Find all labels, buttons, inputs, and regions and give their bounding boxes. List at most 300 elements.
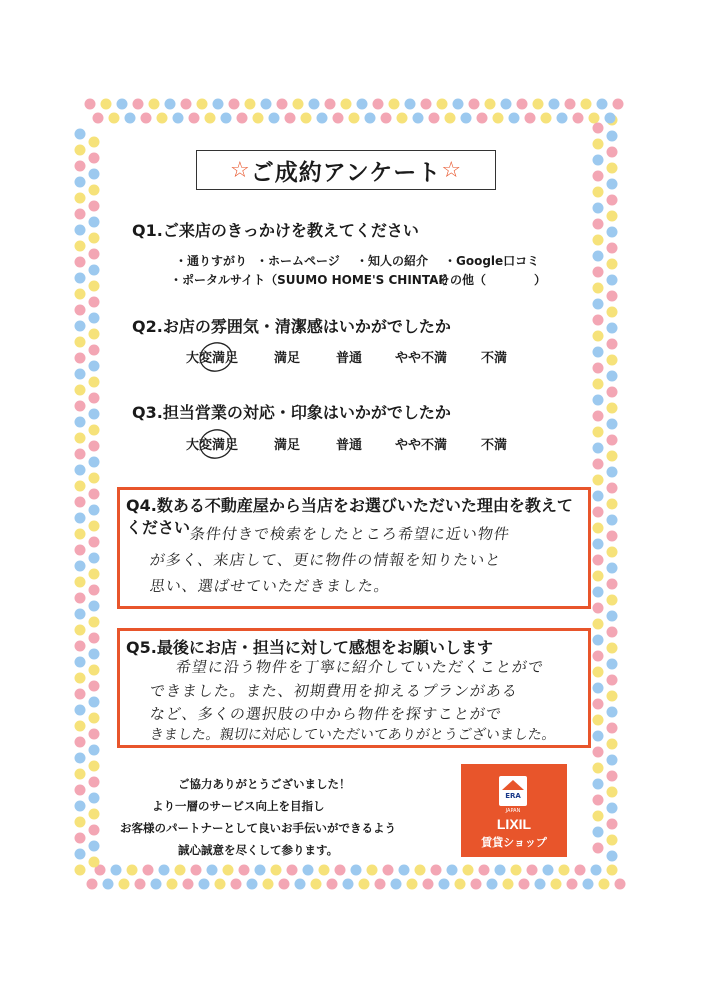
border-dot — [593, 203, 604, 214]
border-dot — [593, 683, 604, 694]
border-dot — [439, 879, 450, 890]
q4-answer-line: 思い、選ばせていただきました。 — [148, 577, 392, 595]
border-dot — [485, 99, 496, 110]
border-dot — [75, 625, 86, 636]
border-dot — [607, 627, 618, 638]
border-dot — [605, 113, 616, 124]
border-dot — [383, 865, 394, 876]
title-text: ご成約アンケート — [250, 159, 442, 186]
border-dot — [357, 99, 368, 110]
border-dot — [575, 865, 586, 876]
border-dot — [607, 467, 618, 478]
border-dot — [591, 865, 602, 876]
border-dot — [389, 99, 400, 110]
border-dot — [593, 251, 604, 262]
border-dot — [367, 865, 378, 876]
border-dot — [277, 99, 288, 110]
q2-option[interactable]: 大変満足 — [186, 351, 239, 366]
border-dot — [487, 879, 498, 890]
border-dot — [89, 617, 100, 628]
q4-question-cont: ください — [126, 518, 191, 537]
border-dot — [75, 673, 86, 684]
border-dot — [593, 443, 604, 454]
border-dot — [607, 483, 618, 494]
border-dot — [593, 715, 604, 726]
border-dot — [607, 371, 618, 382]
border-dot — [199, 879, 210, 890]
border-dot — [89, 761, 100, 772]
border-dot — [75, 289, 86, 300]
border-dot — [75, 161, 86, 172]
border-dot — [125, 113, 136, 124]
border-dot — [607, 531, 618, 542]
border-dot — [111, 865, 122, 876]
border-dot — [75, 177, 86, 188]
q2-option[interactable]: やや不満 — [395, 351, 448, 366]
border-dot — [607, 707, 618, 718]
border-dot — [89, 569, 100, 580]
border-dot — [593, 363, 604, 374]
border-dot — [189, 113, 200, 124]
border-dot — [607, 419, 618, 430]
border-dot — [75, 721, 86, 732]
border-dot — [445, 113, 456, 124]
border-dot — [477, 113, 488, 124]
border-dot — [89, 409, 100, 420]
border-dot — [89, 393, 100, 404]
border-dot — [593, 299, 604, 310]
border-dot — [205, 113, 216, 124]
q5-answer-line: きました。親切に対応していただいてありがとうございました。 — [148, 727, 557, 743]
border-dot — [165, 99, 176, 110]
border-dot — [279, 879, 290, 890]
border-dot — [407, 879, 418, 890]
border-dot — [75, 273, 86, 284]
border-dot — [607, 803, 618, 814]
border-dot — [89, 425, 100, 436]
border-dot — [593, 699, 604, 710]
border-dot — [89, 713, 100, 724]
border-dot — [607, 259, 618, 270]
border-dot — [455, 879, 466, 890]
border-dot — [223, 865, 234, 876]
border-dot — [593, 795, 604, 806]
q1-question: Q1.ご来店のきっかけを教えてください — [132, 221, 419, 240]
era-sub: JAPAN — [505, 808, 521, 814]
border-dot — [221, 113, 232, 124]
border-dot — [89, 809, 100, 820]
border-dot — [89, 489, 100, 500]
border-dot — [143, 865, 154, 876]
border-dot — [89, 329, 100, 340]
border-dot — [359, 879, 370, 890]
border-dot — [89, 601, 100, 612]
border-dot — [589, 113, 600, 124]
border-dot — [607, 819, 618, 830]
era-label: ERA — [505, 792, 521, 800]
border-dot — [607, 179, 618, 190]
border-dot — [593, 219, 604, 230]
border-dot — [247, 879, 258, 890]
border-dot — [75, 785, 86, 796]
border-dot — [549, 99, 560, 110]
border-dot — [75, 417, 86, 428]
border-dot — [607, 595, 618, 606]
border-dot — [607, 515, 618, 526]
q1-option[interactable]: ・ポータルサイト（SUUMO HOME'S CHINTAI） — [170, 273, 455, 287]
selection-circle — [196, 340, 236, 374]
footer-line: より一層のサービス向上を目指し — [152, 799, 325, 813]
border-dot — [75, 369, 86, 380]
border-dot — [543, 865, 554, 876]
border-dot — [333, 113, 344, 124]
border-dot — [525, 113, 536, 124]
border-dot — [501, 99, 512, 110]
border-dot — [397, 113, 408, 124]
border-dot — [469, 99, 480, 110]
border-dot — [325, 99, 336, 110]
border-dot — [89, 153, 100, 164]
border-dot — [231, 879, 242, 890]
border-dot — [527, 865, 538, 876]
border-dot — [573, 113, 584, 124]
border-dot — [101, 99, 112, 110]
border-dot — [349, 113, 360, 124]
border-dot — [607, 739, 618, 750]
border-dot — [89, 297, 100, 308]
border-dot — [89, 441, 100, 452]
border-dot — [261, 99, 272, 110]
border-dot — [593, 235, 604, 246]
q1-option[interactable]: ・通りすがり — [175, 254, 248, 268]
q3-option[interactable]: 不満 — [481, 438, 508, 453]
border-dot — [593, 667, 604, 678]
border-dot — [423, 879, 434, 890]
border-dot — [301, 113, 312, 124]
border-dot — [75, 433, 86, 444]
border-dot — [593, 827, 604, 838]
border-dot — [593, 587, 604, 598]
border-dot — [431, 865, 442, 876]
border-dot — [593, 139, 604, 150]
border-dot — [503, 879, 514, 890]
border-dot — [607, 435, 618, 446]
border-dot — [593, 507, 604, 518]
border-dot — [335, 865, 346, 876]
border-dot — [365, 113, 376, 124]
border-dot — [89, 313, 100, 324]
lixil-logo — [461, 764, 567, 857]
border-dot — [607, 195, 618, 206]
border-dot — [89, 649, 100, 660]
q3-question: Q3.担当営業の対応・印象はいかがでしたか — [132, 403, 451, 422]
logo-shop: 賃貸ショップ — [481, 836, 547, 849]
border-dot — [167, 879, 178, 890]
border-dot — [89, 473, 100, 484]
border-dot — [511, 865, 522, 876]
border-dot — [75, 465, 86, 476]
star-icon: ☆ — [441, 157, 463, 183]
border-dot — [597, 99, 608, 110]
border-dot — [517, 99, 528, 110]
border-dot — [319, 865, 330, 876]
border-dot — [75, 833, 86, 844]
q2-option[interactable]: 満足 — [274, 351, 301, 366]
border-dot — [593, 123, 604, 134]
border-dot — [93, 113, 104, 124]
border-dot — [607, 723, 618, 734]
border-dot — [89, 681, 100, 692]
border-dot — [391, 879, 402, 890]
border-dot — [565, 99, 576, 110]
q2-question: Q2.お店の雰囲気・清潔感はいかがでしたか — [132, 317, 451, 336]
border-dot — [607, 291, 618, 302]
border-dot — [151, 879, 162, 890]
border-dot — [89, 185, 100, 196]
border-dot — [255, 865, 266, 876]
star-icon: ☆ — [229, 157, 251, 183]
border-dot — [89, 665, 100, 676]
border-dot — [607, 323, 618, 334]
border-dot — [509, 113, 520, 124]
border-dot — [607, 403, 618, 414]
border-dot — [89, 201, 100, 212]
border-dot — [239, 865, 250, 876]
border-dot — [607, 611, 618, 622]
logo-name: LIXIL — [496, 816, 532, 832]
q2-option[interactable]: 不満 — [481, 351, 508, 366]
q1-option[interactable]: ・Google口コミ — [444, 254, 540, 268]
q3-option[interactable]: 大変満足 — [186, 438, 239, 453]
border-dot — [89, 729, 100, 740]
border-dot — [593, 315, 604, 326]
border-dot — [89, 249, 100, 260]
border-dot — [421, 99, 432, 110]
border-dot — [263, 879, 274, 890]
border-dot — [607, 643, 618, 654]
border-dot — [495, 865, 506, 876]
border-dot — [607, 211, 618, 222]
border-dot — [75, 529, 86, 540]
border-dot — [607, 355, 618, 366]
border-dot — [213, 99, 224, 110]
q2-option[interactable]: 普通 — [336, 351, 363, 366]
border-dot — [75, 737, 86, 748]
q3-option[interactable]: 普通 — [336, 438, 363, 453]
border-dot — [207, 865, 218, 876]
border-dot — [191, 865, 202, 876]
border-dot — [593, 763, 604, 774]
border-dot — [607, 851, 618, 862]
border-dot — [613, 99, 624, 110]
border-dot — [75, 657, 86, 668]
q1-option[interactable]: ・その他（ ） — [426, 273, 547, 287]
border-dot — [415, 865, 426, 876]
border-dot — [607, 691, 618, 702]
border-dot — [607, 865, 618, 876]
border-dot — [89, 377, 100, 388]
border-dot — [75, 577, 86, 588]
border-dot — [75, 353, 86, 364]
border-dot — [309, 99, 320, 110]
border-dot — [75, 193, 86, 204]
q4-answer-line: 条件付きで検索をしたところ希望に近い物件 — [188, 525, 512, 543]
border-dot — [373, 99, 384, 110]
border-dot — [75, 209, 86, 220]
selection-circle — [196, 427, 236, 461]
border-dot — [607, 755, 618, 766]
border-dot — [607, 579, 618, 590]
border-dot — [607, 163, 618, 174]
border-dot — [593, 651, 604, 662]
border-dot — [109, 113, 120, 124]
border-dot — [75, 385, 86, 396]
border-dot — [89, 697, 100, 708]
border-dot — [607, 243, 618, 254]
border-dot — [405, 99, 416, 110]
border-dot — [343, 879, 354, 890]
q5-answer-line: 希望に沿う物件を丁寧に紹介していただくことがで — [174, 658, 546, 676]
border-dot — [535, 879, 546, 890]
border-dot — [593, 571, 604, 582]
border-dot — [89, 793, 100, 804]
border-dot — [89, 457, 100, 468]
border-dot — [89, 825, 100, 836]
border-dot — [237, 113, 248, 124]
border-dot — [607, 147, 618, 158]
border-dot — [551, 879, 562, 890]
border-dot — [75, 321, 86, 332]
border-dot — [287, 865, 298, 876]
border-dot — [461, 113, 472, 124]
border-dot — [159, 865, 170, 876]
border-dot — [75, 481, 86, 492]
border-dot — [593, 427, 604, 438]
border-dot — [215, 879, 226, 890]
border-dot — [593, 635, 604, 646]
border-dot — [607, 675, 618, 686]
border-dot — [75, 561, 86, 572]
border-dot — [173, 113, 184, 124]
border-dot — [89, 841, 100, 852]
border-dot — [133, 99, 144, 110]
border-dot — [593, 283, 604, 294]
border-dot — [593, 747, 604, 758]
border-dot — [351, 865, 362, 876]
border-dot — [607, 563, 618, 574]
border-dot — [447, 865, 458, 876]
border-dot — [89, 233, 100, 244]
border-dot — [75, 705, 86, 716]
q3-option[interactable]: やや不満 — [395, 438, 448, 453]
border-dot — [75, 241, 86, 252]
border-dot — [317, 113, 328, 124]
border-dot — [341, 99, 352, 110]
border-dot — [607, 659, 618, 670]
q5-answer-line: など、多くの選択肢の中から物件を探すことがで — [148, 705, 504, 723]
border-dot — [75, 401, 86, 412]
border-dot — [269, 113, 280, 124]
footer-line: お客様のパートナーとして良いお手伝いができるよう — [120, 821, 396, 835]
border-dot — [479, 865, 490, 876]
border-dot — [593, 379, 604, 390]
q5-question: Q5.最後にお店・担当に対して感想をお願いします — [126, 638, 493, 657]
border-dot — [157, 113, 168, 124]
border-dot — [75, 449, 86, 460]
border-dot — [75, 305, 86, 316]
border-dot — [593, 603, 604, 614]
border-dot — [295, 879, 306, 890]
border-dot — [607, 547, 618, 558]
border-dot — [607, 131, 618, 142]
border-dot — [293, 99, 304, 110]
border-dot — [607, 451, 618, 462]
border-dot — [75, 753, 86, 764]
border-dot — [103, 879, 114, 890]
border-dot — [253, 113, 264, 124]
border-dot — [75, 609, 86, 620]
border-dot — [593, 267, 604, 278]
border-dot — [327, 879, 338, 890]
border-dot — [89, 537, 100, 548]
border-dot — [89, 345, 100, 356]
border-dot — [135, 879, 146, 890]
q1-option[interactable]: ・知人の紹介 — [356, 254, 429, 268]
border-dot — [607, 387, 618, 398]
border-dot — [75, 817, 86, 828]
border-dot — [593, 731, 604, 742]
border-dot — [89, 505, 100, 516]
border-dot — [175, 865, 186, 876]
q3-option[interactable]: 満足 — [274, 438, 301, 453]
border-dot — [181, 99, 192, 110]
border-dot — [593, 155, 604, 166]
border-dot — [119, 879, 130, 890]
q4-question: Q4.数ある不動産屋から当店をお選びいただいた理由を教えて — [126, 496, 573, 515]
border-dot — [197, 99, 208, 110]
border-dot — [183, 879, 194, 890]
border-dot — [127, 865, 138, 876]
border-dot — [89, 265, 100, 276]
border-dot — [607, 275, 618, 286]
border-dot — [75, 849, 86, 860]
era-badge — [499, 776, 527, 806]
border-dot — [437, 99, 448, 110]
border-dot — [541, 113, 552, 124]
border-dot — [593, 331, 604, 342]
border-dot — [593, 491, 604, 502]
border-dot — [311, 879, 322, 890]
border-dot — [89, 169, 100, 180]
border-dot — [607, 339, 618, 350]
border-dot — [75, 337, 86, 348]
border-dot — [607, 307, 618, 318]
border-dot — [593, 539, 604, 550]
border-dot — [607, 499, 618, 510]
border-dot — [567, 879, 578, 890]
border-dot — [75, 593, 86, 604]
q1-option[interactable]: ・ホームページ — [256, 254, 340, 268]
border-dot — [89, 281, 100, 292]
border-dot — [89, 777, 100, 788]
border-dot — [593, 811, 604, 822]
border-dot — [593, 347, 604, 358]
border-dot — [149, 99, 160, 110]
border-dot — [89, 137, 100, 148]
border-dot — [607, 227, 618, 238]
border-dot — [89, 633, 100, 644]
border-dot — [75, 801, 86, 812]
